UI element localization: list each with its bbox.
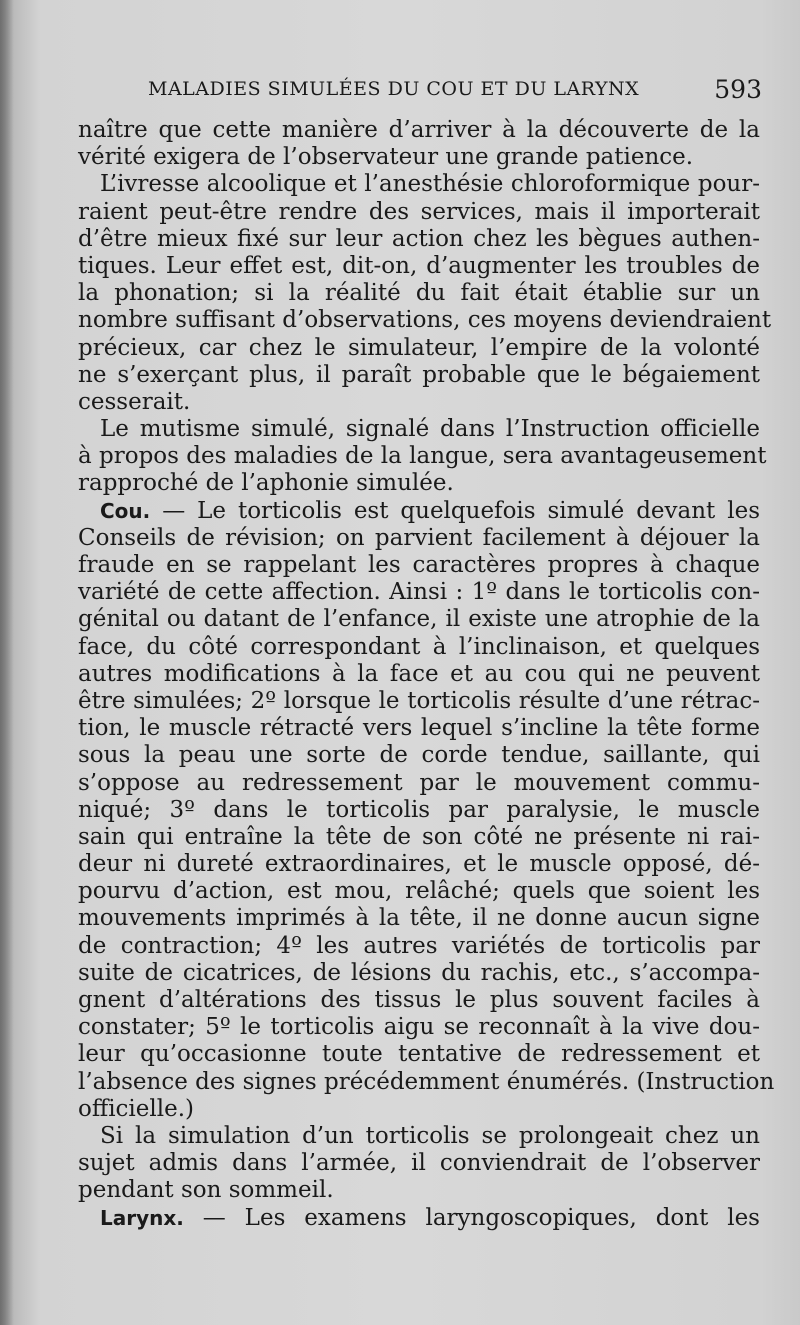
line-text: l’absence des signes précédemment énumérés. (Instruction xyxy=(78,1068,775,1095)
running-head: MALADIES SIMULÉES DU COU ET DU LARYNX xyxy=(148,78,640,100)
section-heading: Cou. xyxy=(100,498,151,523)
text-line xyxy=(78,1014,760,1041)
text-line xyxy=(78,199,760,226)
line-text: Conseils de révision; on parvient facilement à déjouer la xyxy=(78,524,760,551)
line-text: nombre suffisant d’observations, ces moyens deviendraient xyxy=(78,307,772,334)
line-text: mouvements imprimés à la tête, il ne donne aucun signe xyxy=(78,905,760,932)
text-line xyxy=(78,1041,760,1068)
line-text: tion, le muscle rétracté vers lequel s’incline la tête forme xyxy=(78,715,760,742)
line-text: sous la peau une sorte de corde tendue, saillante, qui xyxy=(78,742,760,769)
line-text: vérité exigera de l’observateur une grande patience. xyxy=(78,144,694,171)
line-text: deur ni dureté extraordinaires, et le muscle opposé, dé- xyxy=(78,851,760,878)
line-text: génital ou datant de l’enfance, il existe une atrophie de la xyxy=(78,606,760,633)
line-text: pendant son sommeil. xyxy=(78,1177,334,1204)
line-text: sain qui entraîne la tête de son côté ne présente ni rai- xyxy=(78,823,760,850)
text-line xyxy=(78,1205,760,1232)
text-line xyxy=(78,416,760,443)
text-line xyxy=(78,688,760,715)
line-text: gnent d’altérations des tissus le plus souvent faciles à xyxy=(78,987,760,1013)
line-text: pourvu d’action, est mou, relâché; quels que soient les xyxy=(78,878,760,905)
text-line xyxy=(78,1150,760,1177)
line-text: — Le torticolis est quelquefois simulé devant les xyxy=(150,497,760,524)
text-line xyxy=(78,742,760,769)
line-text: niqué; 3º dans le torticolis par paralysie, le muscle xyxy=(78,796,760,823)
page-header xyxy=(148,75,762,108)
text-line xyxy=(78,389,760,416)
line-text: tiques. Leur effet est, dit-on, d’augmenter les troubles de xyxy=(78,252,760,279)
text-line xyxy=(78,144,760,171)
line-text: la phonation; si la réalité du fait était établie sur un xyxy=(78,280,760,307)
line-text: fraude en se rappelant les caractères propres à chaque xyxy=(78,552,760,578)
text-line xyxy=(78,470,760,497)
text-line xyxy=(78,770,760,797)
text-line xyxy=(78,117,760,144)
line-text: naître que cette manière d’arriver à la découverte de la xyxy=(78,117,760,143)
line-text: Si la simulation d’un torticolis se prolongeait chez un xyxy=(100,1122,760,1149)
text-line xyxy=(78,335,760,362)
line-text: face, du côté correspondant à l’inclinaison, et quelques xyxy=(78,633,760,660)
text-line xyxy=(78,1177,760,1204)
line-text: Le mutisme simulé, signalé dans l’Instruction officielle xyxy=(100,416,760,443)
line-text: constater; 5º le torticolis aigu se reconnaît à la vive dou- xyxy=(78,1014,760,1041)
text-line xyxy=(78,960,760,987)
line-text: ne s’exerçant plus, il paraît probable que le bégaiement xyxy=(78,361,760,388)
line-text: d’être mieux fixé sur leur action chez les bègues authen- xyxy=(78,225,760,252)
text-line xyxy=(78,606,760,633)
text-line xyxy=(78,878,760,905)
page-number: 593 xyxy=(714,75,762,104)
line-text: raient peut-être rendre des services, mais il importerait xyxy=(78,198,760,225)
text-line xyxy=(78,1096,760,1123)
text-line xyxy=(78,1123,760,1150)
section-heading: Larynx. xyxy=(100,1205,184,1230)
text-line xyxy=(78,715,760,742)
body-text xyxy=(78,117,775,1232)
line-text: rapproché de l’aphonie simulée. xyxy=(78,470,454,497)
line-text: suite de cicatrices, de lésions du rachis, etc., s’accompa- xyxy=(78,959,760,986)
text-line xyxy=(78,498,760,525)
line-text: à propos des maladies de la langue, sera avantageusement xyxy=(78,443,767,470)
line-text: autres modifications à la face et au cou qui ne peuvent xyxy=(78,660,760,687)
text-line xyxy=(78,987,760,1014)
line-text: L’ivresse alcoolique et l’anesthésie chloroformique pour- xyxy=(100,171,760,198)
text-line xyxy=(78,226,760,253)
text-line xyxy=(78,634,760,661)
text-line xyxy=(78,552,760,579)
text-line xyxy=(78,661,760,688)
line-text: précieux, car chez le simulateur, l’empire de la volonté xyxy=(78,334,760,361)
line-text: être simulées; 2º lorsque le torticolis résulte d’une rétrac- xyxy=(78,687,760,714)
text-line xyxy=(78,933,760,960)
text-line xyxy=(78,579,760,606)
text-line xyxy=(78,171,760,198)
line-text: cesserait. xyxy=(78,388,191,415)
text-line xyxy=(78,525,760,552)
line-text: s’oppose au redressement par le mouvement commu- xyxy=(78,769,760,796)
text-line xyxy=(78,362,760,389)
text-line xyxy=(78,253,760,280)
line-text: — Les examens laryngoscopiques, dont les xyxy=(183,1204,760,1231)
text-line xyxy=(78,905,760,932)
line-text: sujet admis dans l’armée, il conviendrait de l’observer xyxy=(78,1150,760,1177)
text-line xyxy=(78,851,760,878)
line-text: de contraction; 4º les autres variétés de torticolis par xyxy=(78,932,760,959)
text-line xyxy=(78,443,767,470)
line-text: variété de cette affection. Ainsi : 1º dans le torticolis con- xyxy=(78,579,760,606)
line-text: officielle.) xyxy=(78,1095,194,1122)
text-line xyxy=(78,824,760,851)
text-line xyxy=(78,1068,775,1096)
line-text: leur qu’occasionne toute tentative de redressement et xyxy=(78,1041,760,1068)
text-line xyxy=(78,797,760,824)
text-line xyxy=(78,280,760,307)
text-line xyxy=(78,307,772,334)
